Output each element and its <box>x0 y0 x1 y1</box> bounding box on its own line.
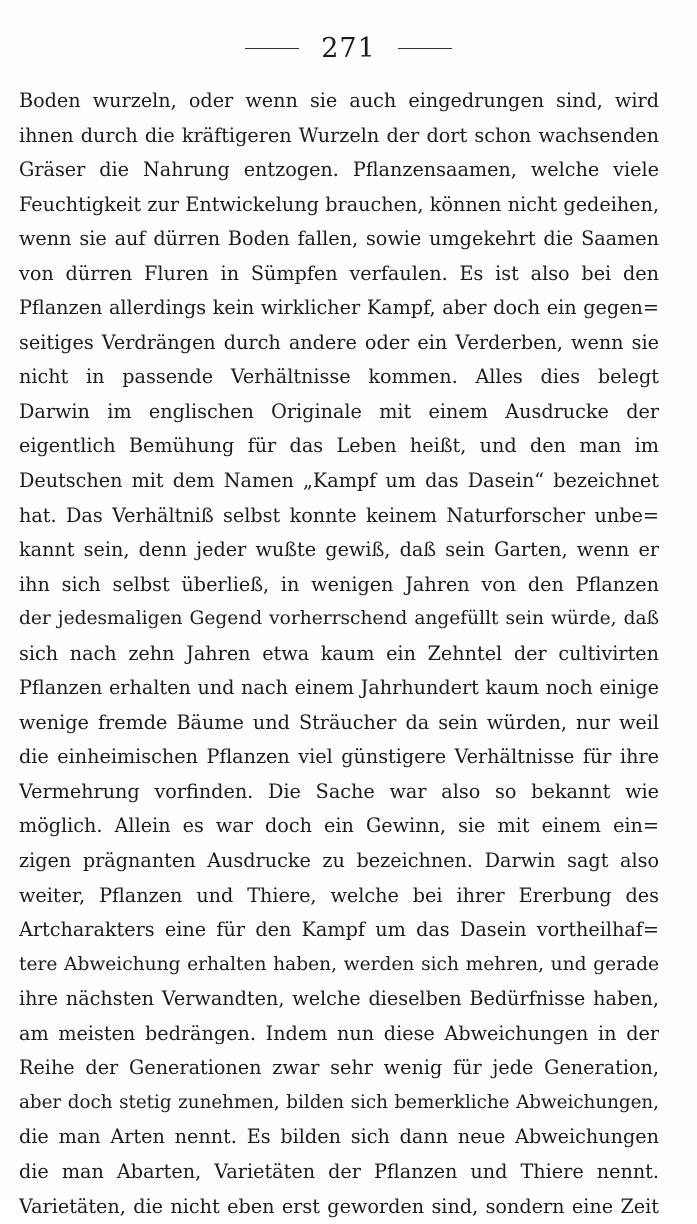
text-line: kannt sein, denn jeder wußte gewiß, daß sein Garten, wenn er <box>19 533 659 568</box>
page-header <box>0 28 697 68</box>
text-line: der jedesmaligen Gegend vorherrschend angefüllt sein würde, daß <box>19 602 659 637</box>
text-line: Reihe der Generationen zwar sehr wenig für jede Generation, <box>19 1051 659 1086</box>
text-line: Gräser die Nahrung entzogen. Pflanzensaamen, welche viele <box>19 153 659 188</box>
text-line: die einheimischen Pflanzen viel günstigere Verhältnisse für ihre <box>19 740 659 775</box>
text-line: zigen prägnanten Ausdrucke zu bezeichnen. Darwin sagt also <box>19 844 659 879</box>
text-line: hat. Das Verhältniß selbst konnte keinem Naturforscher unbe= <box>19 499 659 534</box>
text-line: möglich. Allein es war doch ein Gewinn, sie mit einem ein= <box>19 809 659 844</box>
text-line: am meisten bedrängen. Indem nun diese Abweichungen in der <box>19 1017 659 1052</box>
page-number: 271 <box>321 33 376 64</box>
text-line: nicht in passende Verhältnisse kommen. Alles dies belegt <box>19 360 659 395</box>
text-line: Varietäten, die nicht eben erst geworden sind, sondern eine Zeit <box>19 1190 659 1224</box>
text-line: wenige fremde Bäume und Sträucher da sein würden, nur weil <box>19 706 659 741</box>
text-line: tere Abweichung erhalten haben, werden sich mehren, und gerade <box>19 948 659 983</box>
text-line: von dürren Fluren in Sümpfen verfaulen. Es ist also bei den <box>19 257 659 292</box>
text-line: aber doch stetig zunehmen, bilden sich bemerkliche Abweichungen, <box>19 1086 659 1121</box>
text-line: ihn sich selbst überließ, in wenigen Jahren von den Pflanzen <box>19 568 659 603</box>
text-line: Vermehrung vorfinden. Die Sache war also so bekannt wie <box>19 775 659 810</box>
text-line: Pflanzen erhalten und nach einem Jahrhundert kaum noch einige <box>19 671 659 706</box>
header-rule-right <box>398 48 452 49</box>
text-line: Pflanzen allerdings kein wirklicher Kampf, aber doch ein gegen= <box>19 291 659 326</box>
text-line: eigentlich Bemühung für das Leben heißt, und den man im <box>19 429 659 464</box>
text-line: Deutschen mit dem Namen „Kampf um das Dasein“ bezeichnet <box>19 464 659 499</box>
text-line: Artcharakters eine für den Kampf um das Dasein vortheilhaf= <box>19 913 659 948</box>
text-line: ihre nächsten Verwandten, welche dieselben Bedürfnisse haben, <box>19 982 659 1017</box>
text-line: Darwin im englischen Originale mit einem Ausdrucke der <box>19 395 659 430</box>
text-line: ihnen durch die kräftigeren Wurzeln der dort schon wachsenden <box>19 119 659 154</box>
text-line: Feuchtigkeit zur Entwickelung brauchen, können nicht gedeihen, <box>19 188 659 223</box>
text-line: sich nach zehn Jahren etwa kaum ein Zehntel der cultivirten <box>19 637 659 672</box>
text-line: die man Abarten, Varietäten der Pflanzen und Thiere nennt. <box>19 1155 659 1190</box>
header-rule-left <box>245 48 299 49</box>
text-line: wenn sie auf dürren Boden fallen, sowie umgekehrt die Saamen <box>19 222 659 257</box>
body-text <box>19 84 659 1184</box>
text-line: seitiges Verdrängen durch andere oder ein Verderben, wenn sie <box>19 326 659 361</box>
text-line: die man Arten nennt. Es bilden sich dann neue Abweichungen <box>19 1120 659 1155</box>
text-line: Boden wurzeln, oder wenn sie auch eingedrungen sind, wird <box>19 84 659 119</box>
text-line: weiter, Pflanzen und Thiere, welche bei ihrer Ererbung des <box>19 879 659 914</box>
